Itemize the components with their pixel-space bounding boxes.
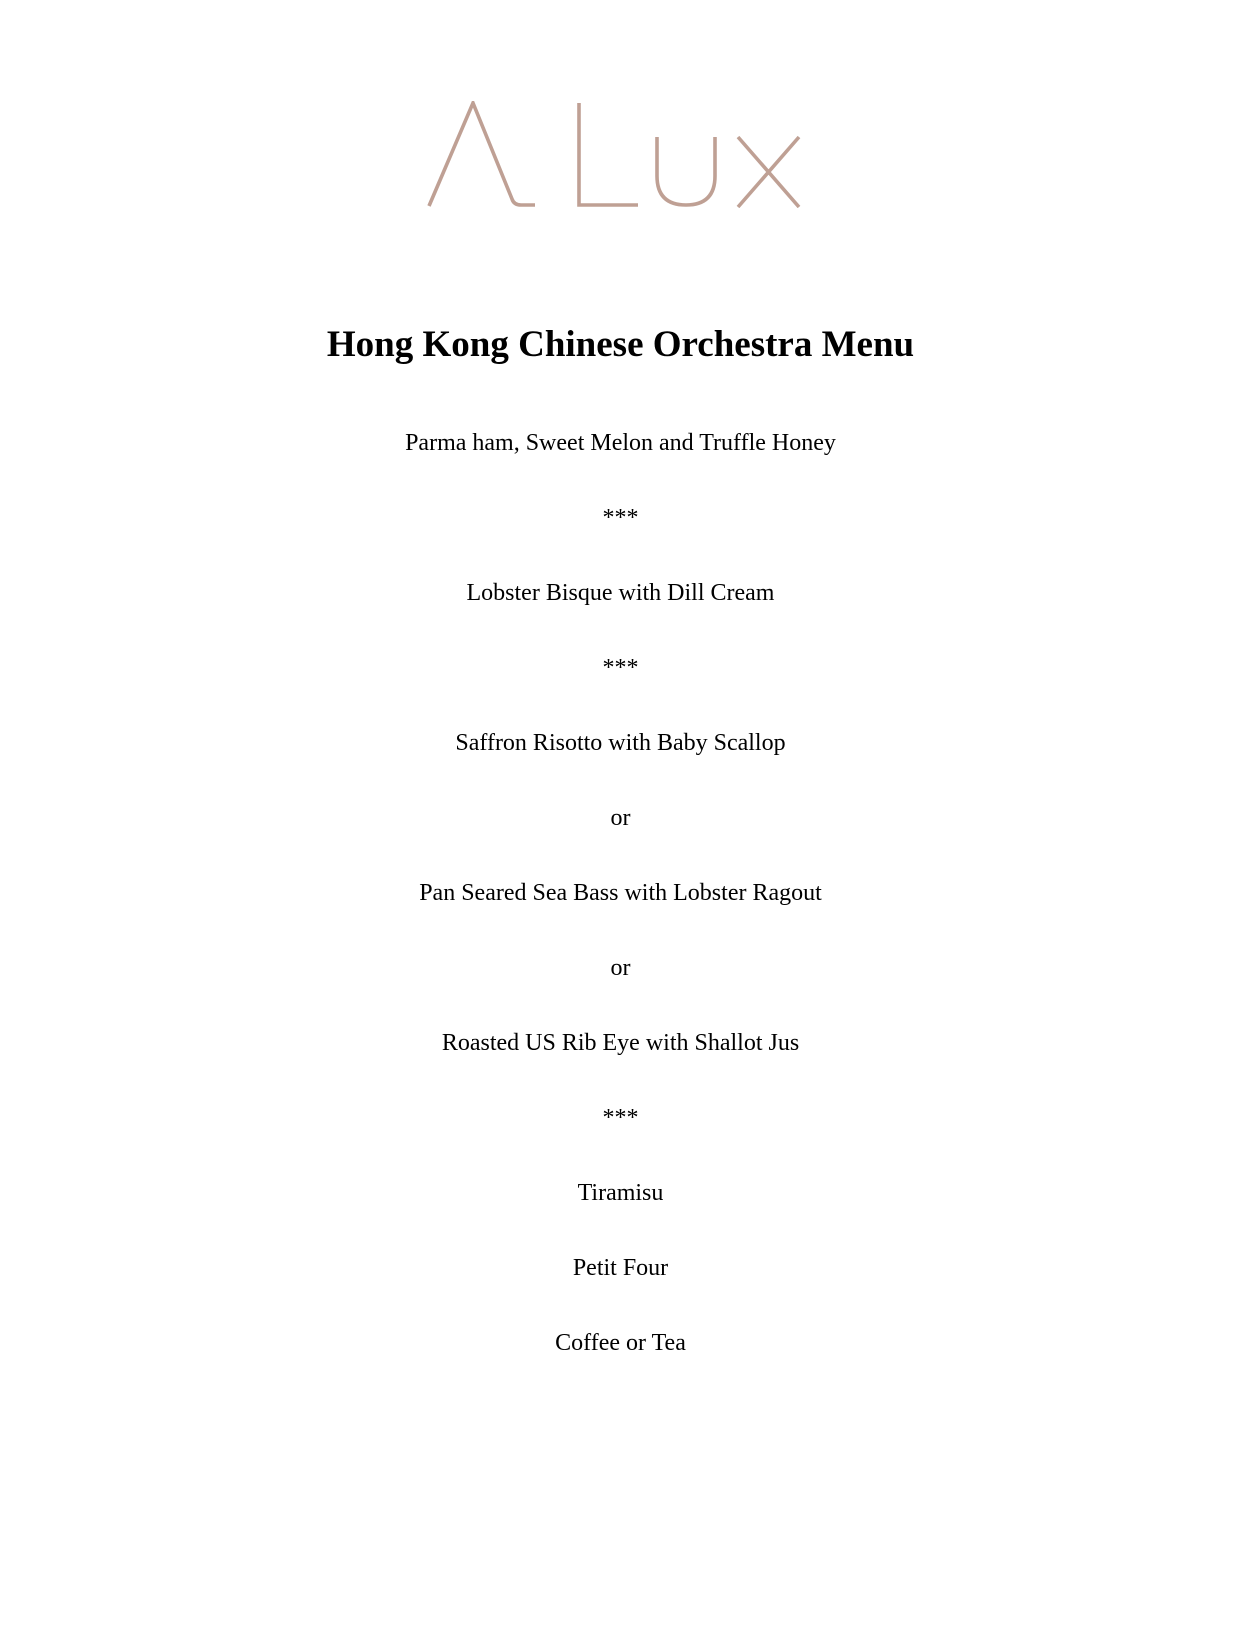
logo-letter-x [738,137,799,207]
menu-item: Tiramisu [577,1180,664,1206]
menu-choice-or: or [610,805,631,831]
menu-item: Saffron Risotto with Baby Scallop [455,730,786,756]
logo-letter-l [579,103,638,205]
menu-item: Lobster Bisque with Dill Cream [466,580,775,606]
menu-item: Pan Seared Sea Bass with Lobster Ragout [419,880,822,906]
menu-separator: *** [602,505,639,531]
menu-title: Hong Kong Chinese Orchestra Menu [326,324,915,365]
menu-choice-or: or [610,955,631,981]
alux-logo [427,101,801,208]
alux-logo-glyphs [429,103,799,207]
menu-separator: *** [602,655,639,681]
menu-lines [0,406,1241,1381]
logo-lambda-glyph [429,103,535,206]
logo-letter-u [657,137,715,205]
menu-item: Coffee or Tea [555,1330,686,1356]
menu-item: Petit Four [572,1255,669,1281]
menu-item: Roasted US Rib Eye with Shallot Jus [441,1030,800,1056]
menu-separator: *** [602,1105,639,1131]
menu-item: Parma ham, Sweet Melon and Truffle Honey [405,430,836,456]
